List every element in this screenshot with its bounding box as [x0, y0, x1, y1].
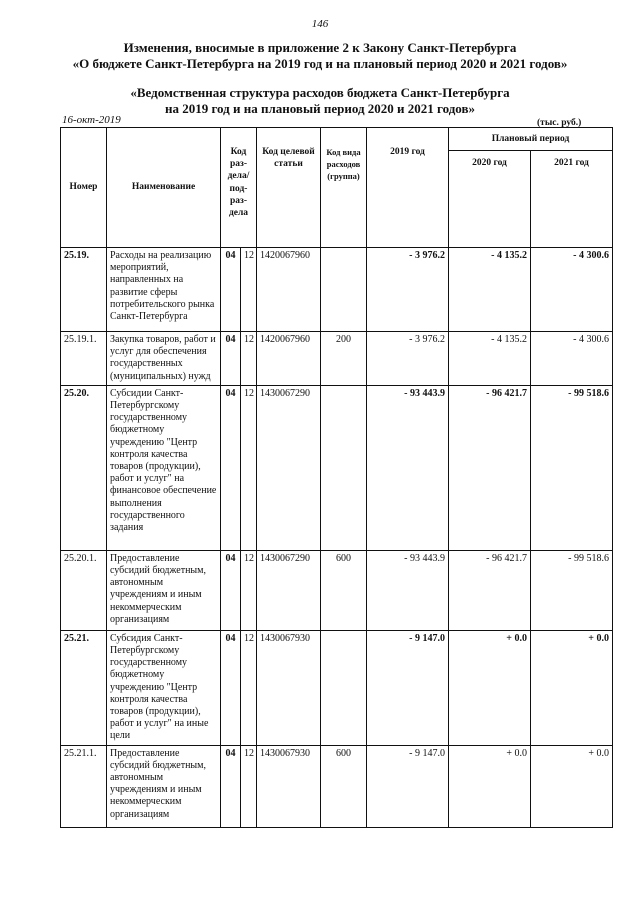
row-subsection: 12 [241, 550, 257, 630]
row-section: 04 [221, 630, 241, 745]
row-2021: - 99 518.6 [531, 385, 613, 550]
row-target-code: 1430067290 [257, 385, 321, 550]
document-subtitle [0, 85, 640, 117]
row-2020: + 0.0 [449, 630, 531, 745]
subtitle-line-1: «Ведомственная структура расходов бюджета Санкт-Петербурга [130, 85, 510, 100]
row-target-code: 1430067290 [257, 550, 321, 630]
row-number: 25.19. [61, 248, 107, 332]
row-2019: - 93 443.9 [367, 385, 449, 550]
header-2021: 2021 год [531, 151, 613, 248]
row-name: Закупка товаров, работ и услуг для обеспечения государственных (муниципальных) нужд [107, 332, 221, 386]
title-line-2: «О бюджете Санкт-Петербурга на 2019 год и на плановый период 2020 и 2021 годов» [72, 56, 568, 71]
page-number: 146 [311, 18, 329, 30]
row-number: 25.19.1. [61, 332, 107, 386]
row-2021: - 4 300.6 [531, 248, 613, 332]
table-row [61, 630, 613, 745]
row-2019: - 9 147.0 [367, 745, 449, 827]
row-2021: - 4 300.6 [531, 332, 613, 386]
header-2020: 2020 год [449, 151, 531, 248]
row-2019: - 9 147.0 [367, 630, 449, 745]
row-target-code: 1420067960 [257, 248, 321, 332]
subtitle-line-2: на 2019 год и на плановый период 2020 и 2021 годов» [164, 101, 475, 116]
row-2020: - 96 421.7 [449, 550, 531, 630]
header-section: Код раз-дела/ под-раз-дела [221, 128, 257, 248]
row-target-code: 1430067930 [257, 745, 321, 827]
row-section: 04 [221, 332, 241, 386]
row-subsection: 12 [241, 745, 257, 827]
title-line-1: Изменения, вносимые в приложение 2 к Закону Санкт-Петербурга [123, 40, 517, 55]
row-name: Субсидии Санкт-Петербургскому государственному бюджетному учреждению "Центр контроля качества товаров (продукции), работ и услуг" на финансовое обеспечение выполнения государственного задания [107, 385, 221, 550]
row-kvr [321, 248, 367, 332]
header-kvr: Код вида расходов (группа) [321, 128, 367, 248]
row-subsection: 12 [241, 332, 257, 386]
row-2020: + 0.0 [449, 745, 531, 827]
header-planned-period: Плановый период [449, 128, 613, 151]
row-name: Предоставление субсидий бюджетным, автономным учреждениям и иным некоммерческим организациям [107, 745, 221, 827]
row-name: Субсидия Санкт-Петербургскому государственному бюджетному учреждению "Центр контроля качества товаров (продукции), работ и услуг" на иные цели [107, 630, 221, 745]
row-kvr: 600 [321, 745, 367, 827]
row-2019: - 93 443.9 [367, 550, 449, 630]
row-kvr [321, 630, 367, 745]
table-row [61, 248, 613, 332]
table-row [61, 332, 613, 386]
header-number: Номер [61, 128, 107, 248]
row-2019: - 3 976.2 [367, 248, 449, 332]
row-subsection: 12 [241, 385, 257, 550]
row-section: 04 [221, 385, 241, 550]
row-target-code: 1430067930 [257, 630, 321, 745]
row-section: 04 [221, 745, 241, 827]
row-number: 25.20.1. [61, 550, 107, 630]
row-2020: - 4 135.2 [449, 248, 531, 332]
table-row [61, 385, 613, 550]
row-kvr: 200 [321, 332, 367, 386]
row-number: 25.21. [61, 630, 107, 745]
row-2020: - 4 135.2 [449, 332, 531, 386]
row-kvr [321, 385, 367, 550]
row-2021: + 0.0 [531, 630, 613, 745]
row-2020: - 96 421.7 [449, 385, 531, 550]
row-2019: - 3 976.2 [367, 332, 449, 386]
row-subsection: 12 [241, 248, 257, 332]
row-kvr: 600 [321, 550, 367, 630]
table-row [61, 745, 613, 827]
header-target: Код целевой статьи [257, 128, 321, 248]
row-name: Предоставление субсидий бюджетным, автономным учреждениям и иным некоммерческим организациям [107, 550, 221, 630]
budget-table [60, 127, 613, 828]
row-target-code: 1420067960 [257, 332, 321, 386]
row-2021: - 99 518.6 [531, 550, 613, 630]
row-name: Расходы на реализацию мероприятий, направленных на развитие сферы потребительского рынка Санкт-Петербурга [107, 248, 221, 332]
row-number: 25.21.1. [61, 745, 107, 827]
document-title [0, 40, 640, 72]
document-date: 16-окт-2019 [62, 114, 121, 126]
header-name: Наименование [107, 128, 221, 248]
units-label: (тыс. руб.) [537, 118, 582, 128]
row-2021: + 0.0 [531, 745, 613, 827]
row-number: 25.20. [61, 385, 107, 550]
row-subsection: 12 [241, 630, 257, 745]
row-section: 04 [221, 550, 241, 630]
header-2019: 2019 год [367, 128, 449, 248]
row-section: 04 [221, 248, 241, 332]
table-row [61, 550, 613, 630]
